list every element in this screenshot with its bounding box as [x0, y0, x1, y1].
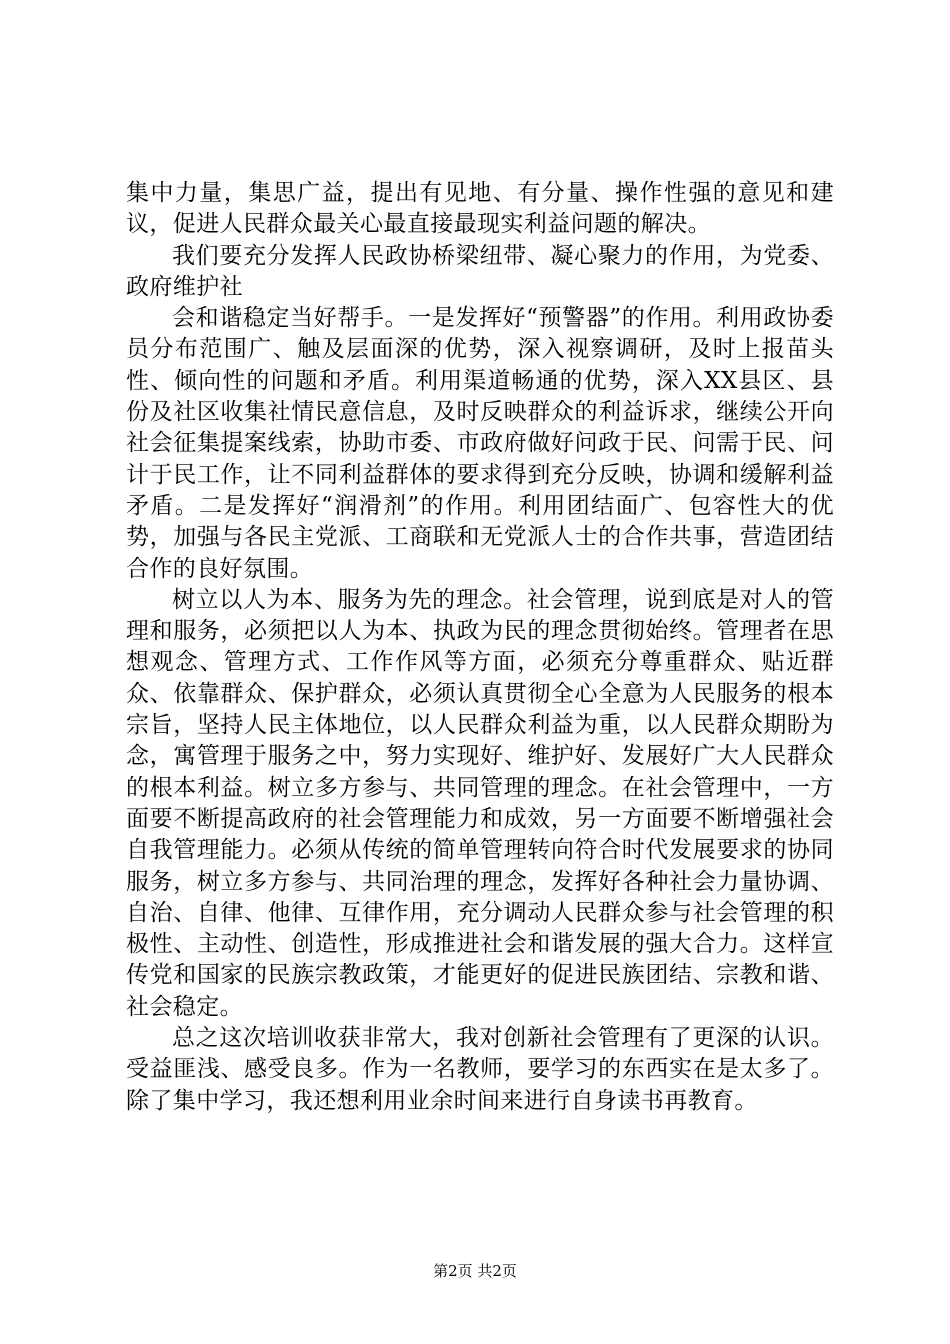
paragraph-2: 我们要充分发挥人民政协桥梁纽带、凝心聚力的作用，为党委、政府维护社 — [126, 242, 834, 300]
paragraph-5: 总之这次培训收获非常大，我对创新社会管理有了更深的认识。受益匪浅、感受良多。作为一名教师，要学习的东西实在是太多了。除了集中学习，我还想利用业余时间来进行自身读书再教育。 — [126, 1025, 834, 1114]
paragraph-3: 会和谐稳定当好帮手。一是发挥好“预警器”的作用。利用政协委员分布范围广、触及层面深的优势，深入视察调研，及时上报苗头性、倾向性的问题和矛盾。利用渠道畅通的优势，深入XX县区、县份及社区收集社情民意信息，及时反映群众的利益诉求，继续公开向社会征集提案线索，协助市委、市政府做好问政于民、问需于民、问计于民工作，让不同利益群体的要求得到充分反映，协调和缓解利益矛盾。二是发挥好“润滑剂”的作用。利用团结面广、包容性大的优势，加强与各民主党派、工商联和无党派人士的合作共事，营造团结合作的良好氛围。 — [126, 305, 834, 582]
document-body — [126, 178, 834, 1117]
paragraph-4: 树立以人为本、服务为先的理念。社会管理，说到底是对人的管理和服务，必须把以人为本、执政为民的理念贯彻始终。管理者在思想观念、管理方式、工作作风等方面，必须充分尊重群众、贴近群众、依靠群众、保护群众，必须认真贯彻全心全意为人民服务的根本宗旨，坚持人民主体地位，以人民群众利益为重，以人民群众期盼为念，寓管理于服务之中，努力实现好、维护好、发展好广大人民群众的根本利益。树立多方参与、共同管理的理念。在社会管理中，一方面要不断提高政府的社会管理能力和成效，另一方面要不断增强社会自我管理能力。必须从传统的简单管理转向符合时代发展要求的协同服务，树立多方参与、共同治理的理念，发挥好各种社会力量协调、自治、自律、他律、互律作用，充分调动人民群众参与社会管理的积极性、主动性、创造性，形成推进社会和谐发展的强大合力。这样宣传党和国家的民族宗教政策，才能更好的促进民族团结、宗教和谐、社会稳定。 — [126, 586, 834, 1020]
page-number-footer: 第2页 共2页 — [433, 1262, 517, 1280]
paragraph-1: 集中力量，集思广益，提出有见地、有分量、操作性强的意见和建议，促进人民群众最关心最直接最现实利益问题的解决。 — [126, 180, 834, 238]
